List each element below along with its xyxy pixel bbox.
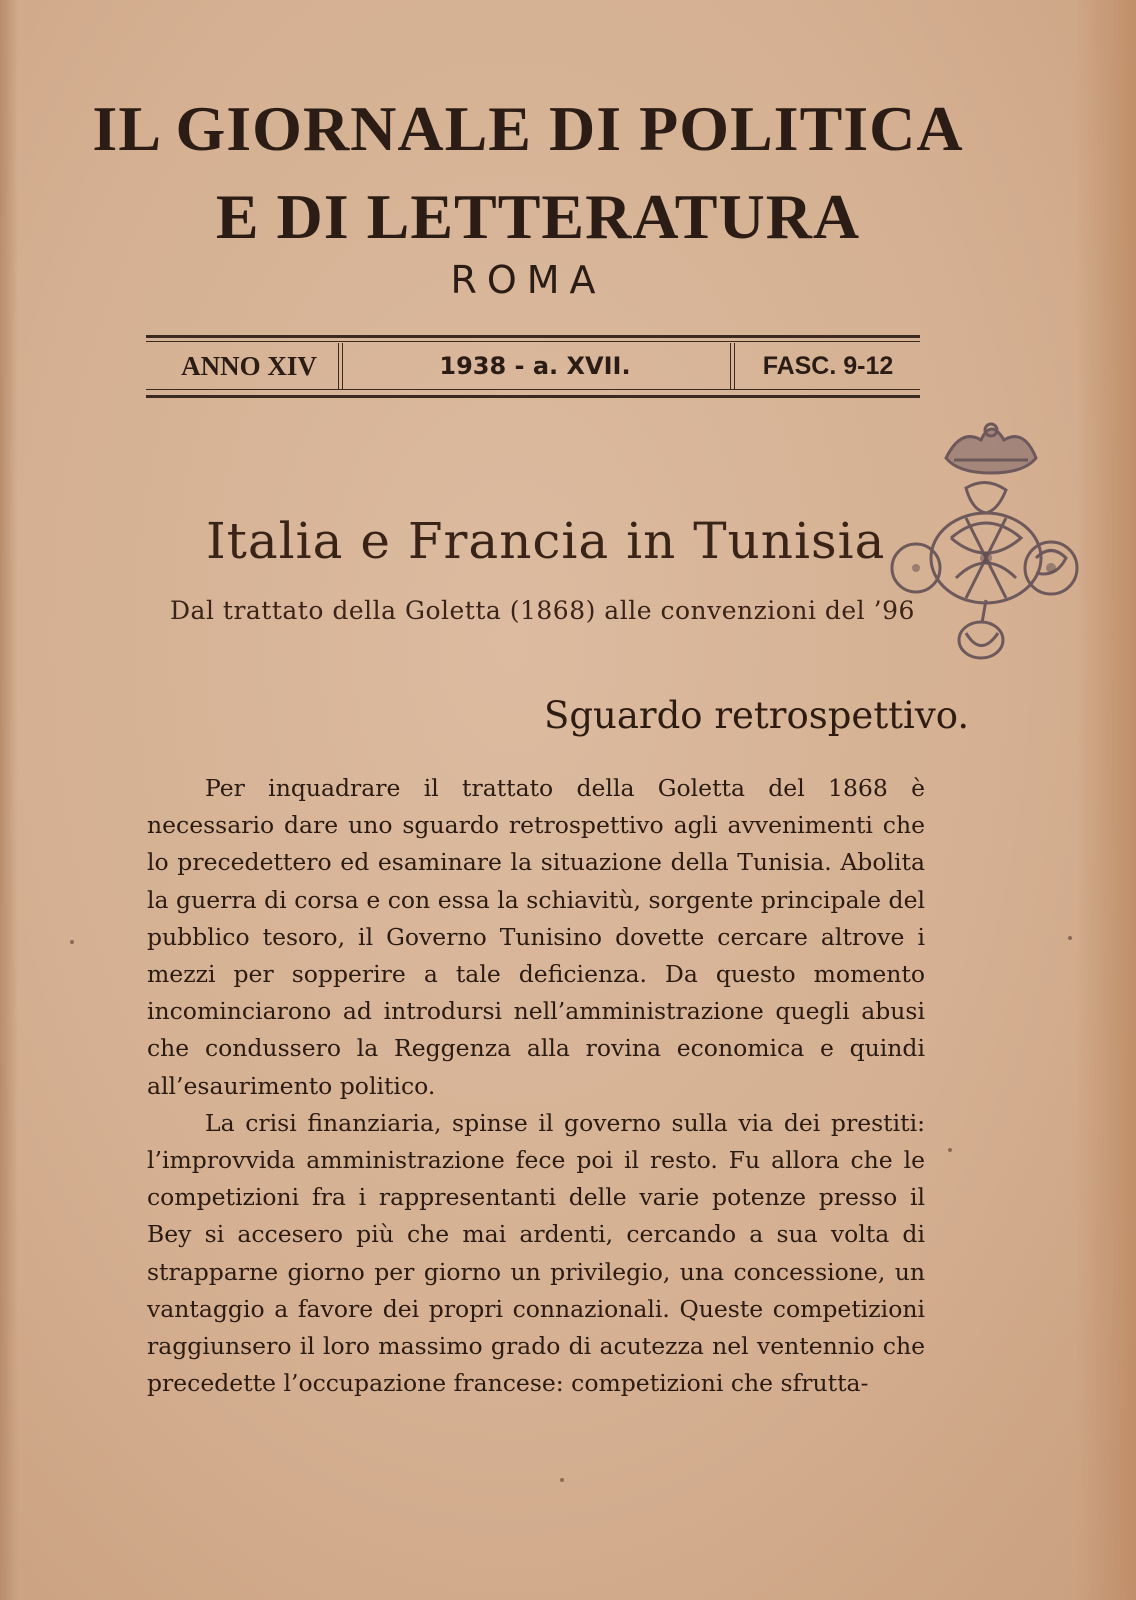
paper-speck [560,1478,564,1482]
masthead-city: ROMA [450,258,606,302]
stamp-icon [886,418,1096,678]
issue-date: 1938 - a. XVII. [439,352,631,380]
masthead-title-line2: E DI LETTERATURA [215,181,861,252]
paper-speck [1068,936,1072,940]
issue-number: FASC. 9-12 [762,352,894,380]
body-paragraph: La crisi finanziaria, spinse il governo sulla via dei prestiti: l’improvvida amministrazione fece poi il resto. Fu allora che le competizioni fra i rappresentanti delle varie potenze presso il Bey si accesero più che mai ardenti, cercando a sua volta di strapparne giorno per giorno un privilegio, una concessione, un vantaggio a favore dei propri connazionali. Queste competizioni raggiunsero il loro massimo grado di acutezza nel ventennio che precedette l’occupazione francese: competizioni che sfrutta- [147,1108,925,1398]
article-title: Italia e Francia in Tunisia [206,512,886,570]
body-paragraph: Per inquadrare il trattato della Goletta del 1868 è necessario dare uno sguardo retrospettivo agli avvenimenti che lo precedettero ed esaminare la situazione della Tunisia. Abolita la guerra di corsa e con essa la schiavitù, sorgente principale del pubblico tesoro, il Governo Tunisino dovette cercare altrove i mezzi per sopperire a tale deficienza. Da questo momento incominciarono ad introdursi nell’amministrazione quegli abusi che condussero la Reggenza alla rovina economica e quindi all’esaurimento politico. [147,774,925,1100]
info-bar-rule-bottom [146,395,920,398]
paper-edge-right [1076,0,1136,1600]
issue-info-bar [146,335,920,403]
info-bar-rule-top [146,335,920,338]
info-bar-rule-top-thin [146,341,920,342]
paper-speck [70,940,74,944]
info-bar-rule-bottom-thin [146,389,920,390]
masthead-title-line1: IL GIORNALE DI POLITICA [92,93,964,164]
issue-year: ANNO XIV [181,351,317,381]
article-subtitle: Dal trattato della Goletta (1868) alle convenzioni del ’96 [170,596,915,625]
paper-speck [948,1148,952,1152]
section-heading: Sguardo retrospettivo. [544,694,970,737]
info-bar-divider [338,343,339,389]
info-bar-divider [730,343,731,389]
article-body [147,770,925,1402]
